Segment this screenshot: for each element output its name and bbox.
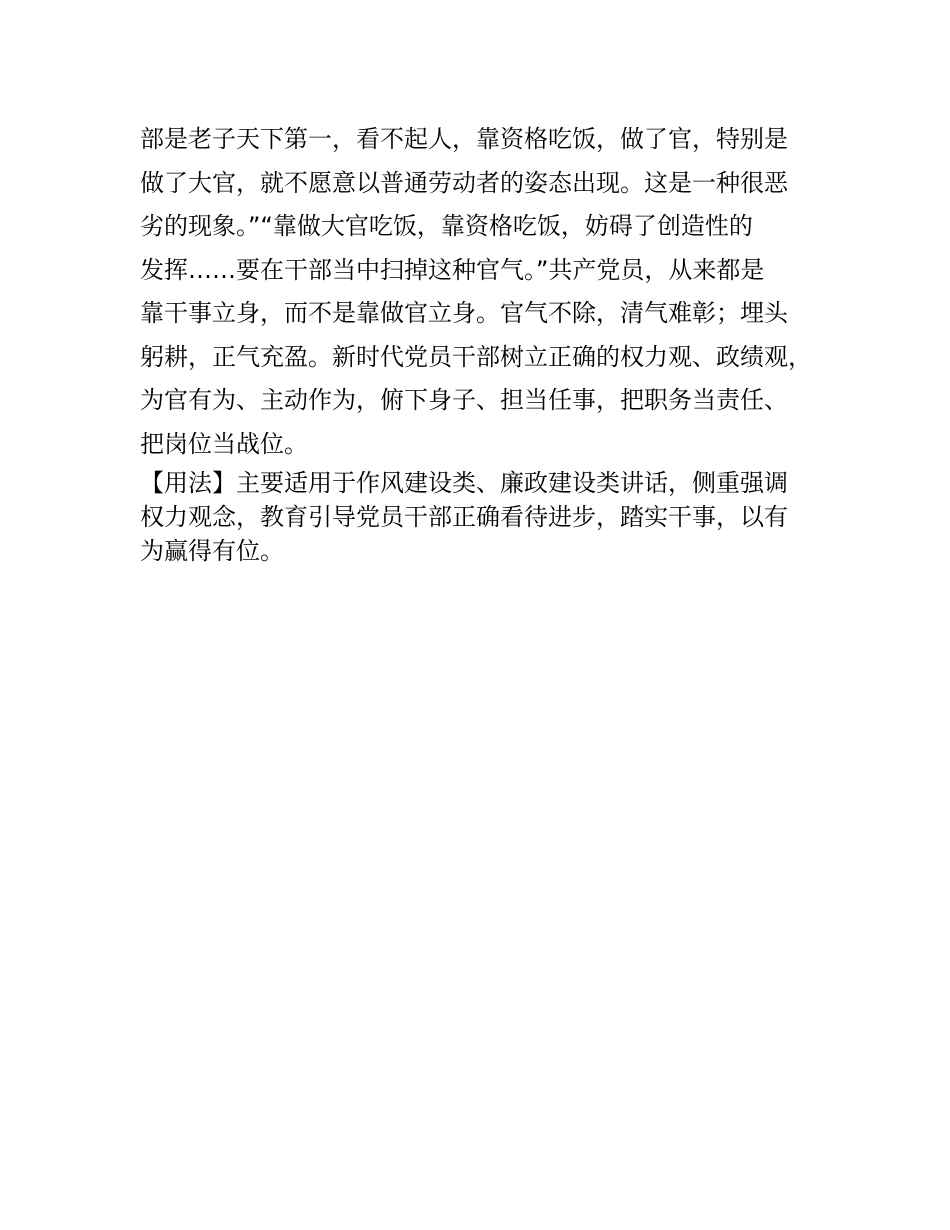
usage-paragraph [140,466,840,568]
usage-line: 为赢得有位。 [140,537,284,565]
main-paragraph [140,118,840,466]
text-line: 躬耕，正气充盈。新时代党员干部树立正确的权力观、政绩观， [140,342,812,371]
document-body [140,118,840,568]
text-line: 部是老子天下第一，看不起人，靠资格吃饭，做了官，特别是 [140,125,788,153]
text-line: 发挥……要在干部当中扫掉这种官气。”共产党员，从来都是 [140,255,765,284]
text-line: 靠干事立身，而不是靠做官立身。官气不除，清气难彰；埋头 [140,299,788,327]
usage-line: 权力观念，教育引导党员干部正确看待进步，踏实干事，以有 [140,503,788,531]
usage-line: 【用法】主要适用于作风建设类、廉政建设类讲话，侧重强调 [140,469,788,497]
text-line: 把岗位当战位。 [140,429,308,458]
text-line: 劣的现象。”“靠做大官吃饭，靠资格吃饭，妨碍了创造性的 [140,212,753,240]
text-line: 为官有为、主动作为，俯下身子、担当任事，把职务当责任、 [140,386,788,414]
text-line: 做了大官，就不愿意以普通劳动者的姿态出现。这是一种很恶 [140,168,788,197]
